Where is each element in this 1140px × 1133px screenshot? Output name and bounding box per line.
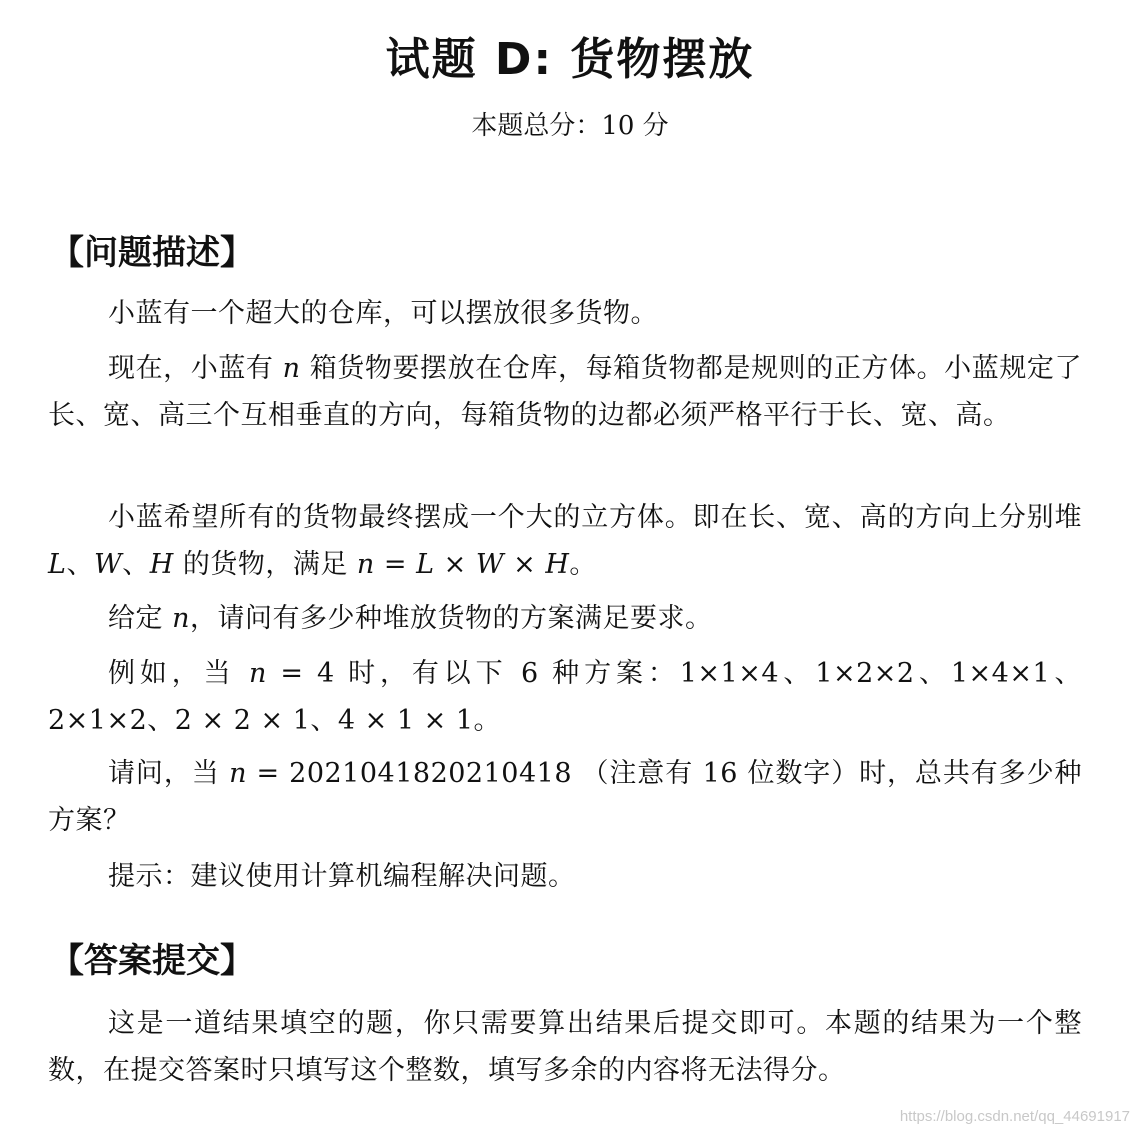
text-fragment: 、 [66, 549, 94, 580]
variable-W: W [93, 549, 123, 580]
problem-paragraph-2 [48, 345, 1082, 439]
text-fragment: 。 [569, 549, 597, 580]
text-fragment: 例如，当 [108, 658, 250, 689]
text-fragment: 的货物，满足 [173, 549, 357, 580]
variable-n: n [282, 353, 301, 384]
problem-paragraph-4 [48, 595, 1082, 642]
watermark: https://blog.csdn.net/qq_44691917 [899, 1108, 1130, 1125]
variable-H: H [149, 549, 174, 580]
variable-n: n [172, 603, 190, 634]
text-fragment: 箱货物要摆放在仓库，每箱货物都是规则的正方体。小蓝规定了长、宽、高三个互相垂直的方向，每箱货物的边都必须严格平行于长、宽、高。 [48, 353, 1082, 431]
variable-L: L [48, 549, 67, 580]
answer-paragraph-1: 这是一道结果填空的题，你只需要算出结果后提交即可。本题的结果为一个整数，在提交答案时只填写这个整数，填写多余的内容将无法得分。 [48, 1008, 1082, 1086]
problem-paragraph-5 [48, 650, 1082, 744]
problem-paragraph-6 [48, 750, 1082, 844]
variable-n: n [249, 658, 267, 689]
problem-heading: 【问题描述】 [50, 233, 254, 273]
text-fragment: 请问，当 [108, 758, 230, 789]
text-fragment: = 2021041820210418 （注意有 16 位数字）时，总共有多少种方案？ [48, 758, 1082, 836]
text-fragment: = 4 时，有以下 6 种方案：1×1×4、1×2×2、1×4×1、2×1×2、2 × 2 × 1、4 × 1 × 1。 [48, 658, 1083, 736]
answer-heading: 【答案提交】 [50, 941, 254, 981]
text-fragment: 小蓝希望所有的货物最终摆成一个大的立方体。即在长、宽、高的方向上分别堆 [108, 502, 1082, 533]
text-fragment: ，请问有多少种堆放货物的方案满足要求。 [189, 603, 713, 634]
variable-n: n [229, 758, 248, 789]
problem-paragraph-1: 小蓝有一个超大的仓库，可以摆放很多货物。 [108, 298, 658, 329]
text-fragment: 现在，小蓝有 [108, 353, 283, 384]
formula: n = L × W × H [356, 549, 570, 580]
text-fragment: 给定 [108, 603, 173, 634]
page-title: 试题 D: 货物摆放 [385, 34, 755, 85]
problem-paragraph-3 [48, 494, 1082, 588]
text-fragment: 、 [122, 549, 150, 580]
problem-paragraph-7: 提示：建议使用计算机编程解决问题。 [108, 861, 576, 892]
score-subtitle: 本题总分：10 分 [471, 111, 669, 141]
